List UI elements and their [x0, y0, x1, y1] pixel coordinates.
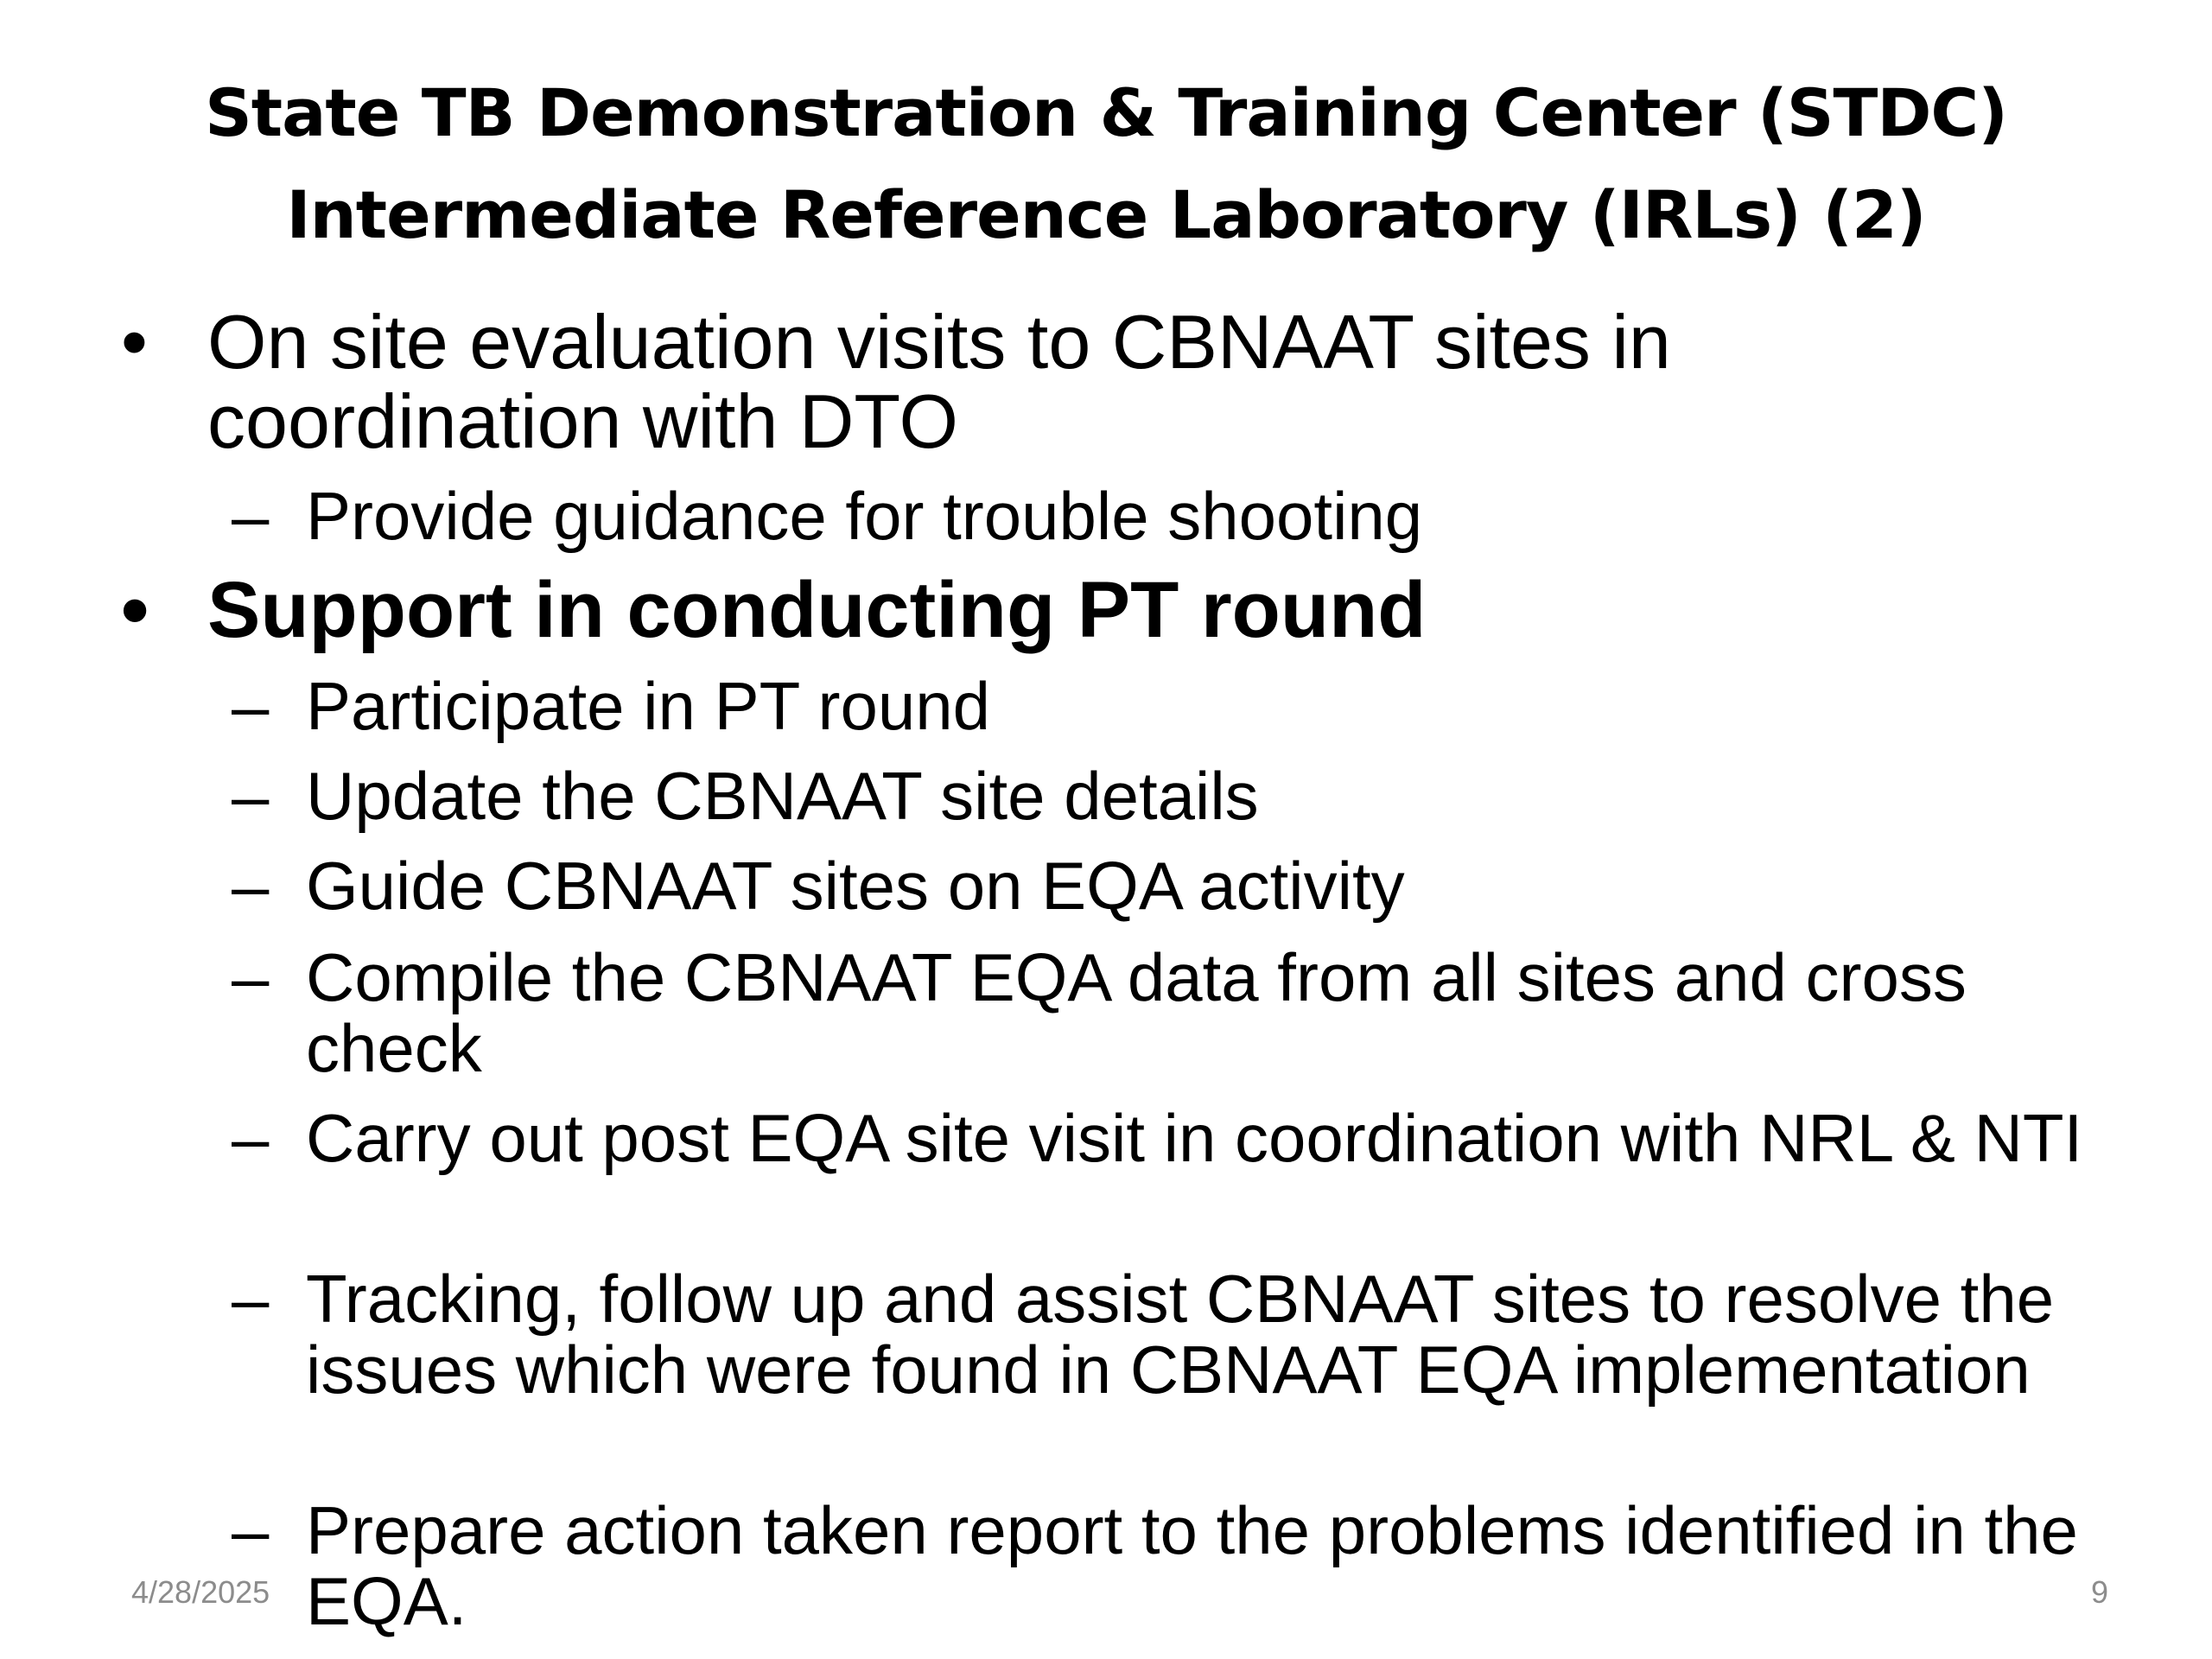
bullet-marker: • — [121, 566, 149, 654]
sub-bullet-text: Guide CBNAAT sites on EQA activity — [306, 848, 1405, 924]
sub-bullet-text: Provide guidance for trouble shooting — [306, 478, 1423, 554]
bullet-text: On site evaluation visits to CBNAAT sites in coordination with DTO — [207, 299, 1671, 464]
dash-marker: – — [232, 478, 270, 554]
dash-marker: – — [232, 848, 270, 924]
sub-bullet-item — [232, 758, 2089, 834]
sub-bullet-item — [232, 1492, 2089, 1639]
dash-marker: – — [232, 1492, 270, 1568]
sub-bullet-text: Carry out post EQA site visit in coordination with NRL & NTI — [306, 1100, 2083, 1176]
sub-bullet-item — [232, 848, 2089, 924]
sub-bullet-text: Prepare action taken report to the problems identified in the EQA. — [306, 1492, 2078, 1639]
sub-bullet-text: Tracking, follow up and assist CBNAAT sites to resolve the issues which were found in CBNAAT EQA implementation — [306, 1261, 2055, 1408]
sub-bullet-text: Compile the CBNAAT EQA data from all sites and cross check — [306, 939, 1967, 1086]
page-number: 9 — [2090, 1574, 2108, 1610]
bullet-marker: • — [121, 299, 148, 385]
sub-bullet-item — [232, 478, 2089, 554]
dash-marker: – — [232, 939, 270, 1015]
dash-marker: – — [232, 668, 270, 744]
title-line-1: State TB Demonstration & Training Center (STDC) — [205, 74, 2007, 151]
slide-title — [0, 62, 2212, 266]
bullet-item — [121, 566, 2074, 654]
dash-marker: – — [232, 1100, 270, 1176]
sub-bullet-item — [232, 1100, 2089, 1176]
sub-bullet-item — [232, 939, 2089, 1086]
sub-bullet-item — [232, 668, 2089, 744]
sub-bullet-text: Participate in PT round — [306, 668, 990, 744]
sub-bullet-item — [232, 1261, 2089, 1408]
bullet-text: Support in conducting PT round — [207, 566, 1427, 654]
footer-date: 4/28/2025 — [131, 1574, 270, 1610]
dash-marker: – — [232, 758, 270, 834]
dash-marker: – — [232, 1261, 270, 1337]
sub-bullet-text: Update the CBNAAT site details — [306, 758, 1259, 834]
title-line-2: Intermediate Reference Laboratory (IRLs) (2) — [286, 176, 1926, 253]
bullet-item — [121, 299, 2074, 464]
